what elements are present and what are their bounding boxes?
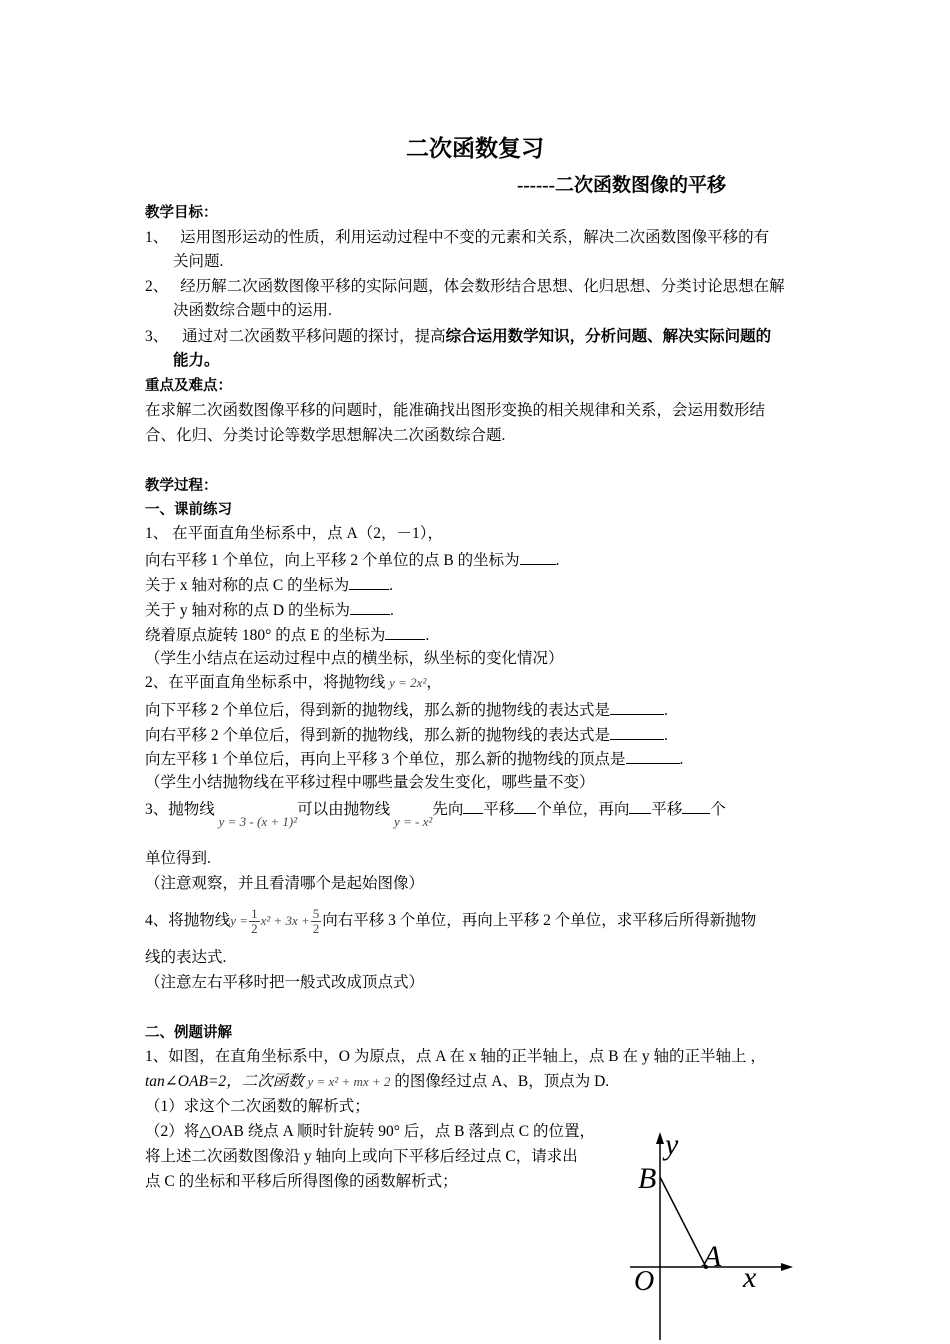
q3-line-2: 单位得到. bbox=[145, 850, 211, 867]
q2-note: （学生小结抛物线在平移过程中哪些量会发生变化，哪些量不变） bbox=[145, 774, 595, 791]
q4-fraction-half: $\frac{1}{2}$ bbox=[251, 906, 258, 936]
q4-expression-y: y = bbox=[230, 913, 249, 929]
q3-line-1 bbox=[145, 797, 726, 829]
label-a: A bbox=[703, 1240, 722, 1273]
q2-line-1-text: 2、在平面直角坐标系中，将抛物线 bbox=[145, 674, 386, 691]
ex1-line-1: 1、如图，在直角坐标系中，O 为原点，点 A 在 x 轴的正半轴上，点 B 在 y 轴的正半轴上 ， bbox=[145, 1048, 766, 1065]
answer-blank bbox=[463, 797, 483, 814]
q4-note: （注意左右平移时把一般式改成顶点式） bbox=[145, 974, 425, 991]
goals-heading: 教学目标： bbox=[145, 205, 218, 221]
answer-blank bbox=[626, 747, 680, 764]
q2-line-4-text: 向左平移 1 个单位后，再向上平移 3 个单位，那么新的抛物线的顶点是 bbox=[145, 751, 626, 768]
q3-note: （注意观察，并且看清哪个是起始图像） bbox=[145, 875, 425, 892]
q4-line-2: 线的表达式. bbox=[145, 949, 227, 966]
answer-blank bbox=[610, 723, 664, 740]
answer-blank bbox=[682, 797, 710, 814]
answer-blank bbox=[520, 548, 556, 565]
goal-item-1 bbox=[145, 227, 769, 249]
x-axis-arrow bbox=[781, 1263, 793, 1271]
goal-num: 2、 bbox=[145, 278, 169, 295]
ex1-line-2 bbox=[145, 1071, 609, 1093]
q3-text: 个 bbox=[710, 801, 726, 818]
section1-heading: 一、课前练习 bbox=[145, 502, 232, 518]
q3-expression-1: y = 3 - (x + 1)² bbox=[218, 814, 298, 829]
q2-line-1: 2、在平面直角坐标系中，将抛物线 y = 2x²， bbox=[145, 674, 442, 691]
q1-line-3-text: 关于 x 轴对称的点 C 的坐标为 bbox=[145, 577, 350, 594]
q3-expression-2: y = - x² bbox=[394, 814, 433, 829]
q1-line-5: 绕着原点旋转 180° 的点 E 的坐标为 . bbox=[145, 623, 429, 647]
goal-item-3 bbox=[145, 326, 771, 348]
answer-blank bbox=[629, 797, 651, 814]
answer-blank bbox=[385, 623, 425, 640]
goal-text: 经历解二次函数图像平移的实际问题，体会数形结合思想、化归思想、分类讨论思想在解 bbox=[180, 278, 785, 295]
y-axis-arrow bbox=[656, 1132, 664, 1144]
goal-item-2-cont: 决函数综合题中的运用. bbox=[173, 302, 332, 319]
q3-text: 个单位，再向 bbox=[536, 801, 630, 818]
goal-text-emphasis: 综合运用数学知识，分析问题、解决实际问题的 bbox=[445, 328, 772, 345]
ex1-sub-2-line-2: 将上述二次函数图像沿 y 轴向上或向下平移后经过点 C，请求出 bbox=[145, 1148, 578, 1165]
goal-item-1-cont: 关问题. bbox=[173, 253, 224, 270]
goal-item-3-cont: 能力。 bbox=[173, 352, 220, 369]
q1-line-3: 关于 x 轴对称的点 C 的坐标为 . bbox=[145, 573, 393, 597]
process-heading: 教学过程： bbox=[145, 478, 218, 494]
q2-line-3-text: 向右平移 2 个单位后，得到新的抛物线，那么新的抛物线的表达式是 bbox=[145, 727, 611, 744]
q1-line-4: 关于 y 轴对称的点 D 的坐标为 . bbox=[145, 598, 394, 622]
q1-line-2: 向右平移 1 个单位，向上平移 2 个单位的点 B 的坐标为 . bbox=[145, 548, 559, 572]
section2-heading: 二、例题讲解 bbox=[145, 1025, 232, 1041]
goal-item-2 bbox=[145, 276, 785, 298]
ex1-text: tan∠OAB=2，二次函数 bbox=[145, 1073, 304, 1090]
goal-num: 1、 bbox=[145, 229, 169, 246]
q4-line-1 bbox=[145, 907, 756, 936]
keypoints-line-2: 合、化归、分类讨论等数学思想解决二次函数综合题. bbox=[145, 427, 506, 444]
segment-ab bbox=[660, 1177, 706, 1267]
page-title: 二次函数复习 bbox=[406, 136, 544, 161]
q2-line-2: 向下平移 2 个单位后，得到新的抛物线，那么新的抛物线的表达式是 . bbox=[145, 698, 668, 722]
q3-text: 先向 bbox=[432, 801, 464, 818]
coordinate-figure bbox=[625, 1130, 795, 1340]
goal-text: 运用图形运动的性质，利用运动过程中不变的元素和关系，解决二次函数图像平移的有 bbox=[180, 229, 770, 246]
q3-text: 平移 bbox=[483, 801, 515, 818]
answer-blank bbox=[349, 573, 389, 590]
ex1-sub-2-line-1: （2）将△OAB 绕点 A 顺时针旋转 90° 后，点 B 落到点 C 的位置， bbox=[145, 1123, 595, 1140]
q3-text: 可以由抛物线 bbox=[297, 801, 391, 818]
page-subtitle: ------二次函数图像的平移 bbox=[517, 175, 726, 196]
q2-line-3: 向右平移 2 个单位后，得到新的抛物线，那么新的抛物线的表达式是 . bbox=[145, 723, 668, 747]
keypoints-line-1: 在求解二次函数图像平移的问题时，能准确找出图形变换的相关规律和关系，会运用数形结 bbox=[145, 402, 766, 419]
q3-text: 平移 bbox=[651, 801, 683, 818]
label-o: O bbox=[634, 1266, 655, 1297]
q2-line-2-text: 向下平移 2 个单位后，得到新的抛物线，那么新的抛物线的表达式是 bbox=[145, 702, 611, 719]
goal-num: 3、 bbox=[145, 328, 169, 345]
label-b: B bbox=[638, 1162, 657, 1195]
answer-blank bbox=[610, 698, 664, 715]
q1-note: （学生小结点在运动过程中点的横坐标，纵坐标的变化情况） bbox=[145, 650, 564, 667]
q1-line-4-text: 关于 y 轴对称的点 D 的坐标为 bbox=[145, 602, 350, 619]
q1-line-5-text: 绕着原点旋转 180° 的点 E 的坐标为 bbox=[145, 627, 386, 644]
q1-line-1: 1、 在平面直角坐标系中，点 A（2，－1）， bbox=[145, 525, 443, 542]
ex1-sub-1: （1）求这个二次函数的解析式； bbox=[145, 1098, 370, 1115]
goal-text: 通过对二次函数平移问题的探讨，提高 bbox=[182, 328, 446, 345]
ex1-sub-2-line-3: 点 C 的坐标和平移后所得图像的函数解析式； bbox=[145, 1173, 458, 1190]
q4-fraction-five-halves: $\frac{5}{2}$ bbox=[312, 906, 320, 936]
q3-text: 3、抛物线 bbox=[145, 801, 215, 818]
q2-expression: y = 2x² bbox=[389, 675, 427, 690]
label-y: y bbox=[665, 1130, 679, 1161]
keypoints-heading: 重点及难点： bbox=[145, 378, 232, 394]
answer-blank bbox=[350, 598, 390, 615]
label-x: x bbox=[743, 1261, 757, 1294]
q1-line-2-text: 向右平移 1 个单位，向上平移 2 个单位的点 B 的坐标为 bbox=[145, 552, 520, 569]
q2-line-4: 向左平移 1 个单位后，再向上平移 3 个单位，那么新的抛物线的顶点是 . bbox=[145, 747, 683, 771]
q4-expression-rest: x² + 3x + bbox=[260, 913, 310, 929]
answer-blank bbox=[514, 797, 536, 814]
q4-text: 4、将抛物线 bbox=[145, 912, 231, 930]
ex1-expression: y = x² + mx + 2 bbox=[307, 1074, 391, 1089]
q4-text: 向右平移 3 个单位，再向上平移 2 个单位，求平移后所得新抛物 bbox=[322, 912, 757, 930]
ex1-text: 的图像经过点 A、B，顶点为 D. bbox=[394, 1073, 610, 1090]
